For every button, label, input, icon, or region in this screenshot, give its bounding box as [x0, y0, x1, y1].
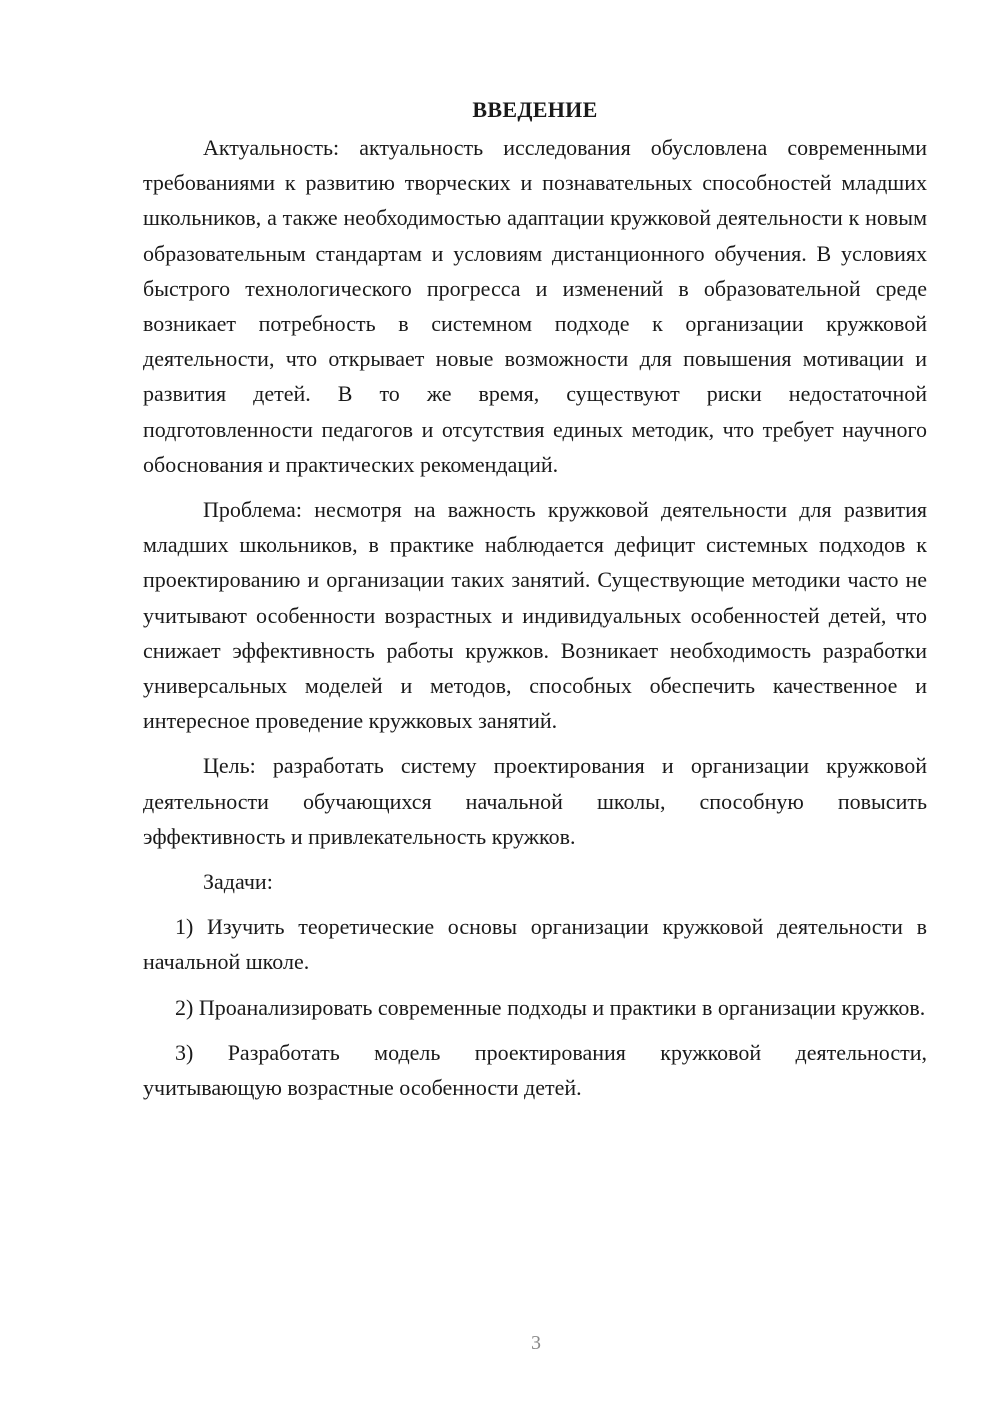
task-item: 1) Изучить теоретические основы организации кружковой деятельности в начальной школе.	[143, 914, 927, 975]
task-item: 2) Проанализировать современные подходы и практики в организации кружков.	[175, 994, 926, 1020]
page-content	[143, 92, 927, 1105]
section-title: ВВЕДЕНИЕ	[472, 97, 598, 122]
page-number: 3	[531, 1332, 541, 1354]
task-item: 3) Разработать модель проектирования кружковой деятельности, учитывающую возрастные особенности детей.	[143, 1039, 927, 1101]
relevance-paragraph: Актуальность: актуальность исследования обусловлена современными требованиями к развитию творческих и познавательных способностей младших школьников, а также необходимостью адаптации кружковой деятельности к новым образовательным стандартам и условиям дистанционного обучения. В условиях быстрого технологического прогресса и изменений в образовательной среде возникает потребность в системном подходе к организации кружковой деятельности, что открывает новые возможности для повышения мотивации и развития детей. В то же время, существуют риски недостаточной подготовленности педагогов и отсутствия единых методик, что требует научного обоснования и практических рекомендаций.	[143, 135, 927, 477]
tasks-list	[143, 909, 927, 1105]
problem-paragraph: Проблема: несмотря на важность кружковой деятельности для развития младших школьников, в практике наблюдается дефицит системных подходов к проектированию и организации таких занятий. Существующие методики часто не учитывают особенности возрастных и индивидуальных особенностей детей, что снижает эффективность работы кружков. Возникает необходимость разработки универсальных моделей и методов, способных обеспечить качественное и интересное проведение кружковых занятий.	[143, 497, 927, 734]
goal-paragraph: Цель: разработать систему проектирования и организации кружковой деятельности обучающихся начальной школы, способную повысить эффективность и привлекательность кружков.	[143, 753, 927, 849]
tasks-heading: Задачи:	[203, 869, 273, 895]
